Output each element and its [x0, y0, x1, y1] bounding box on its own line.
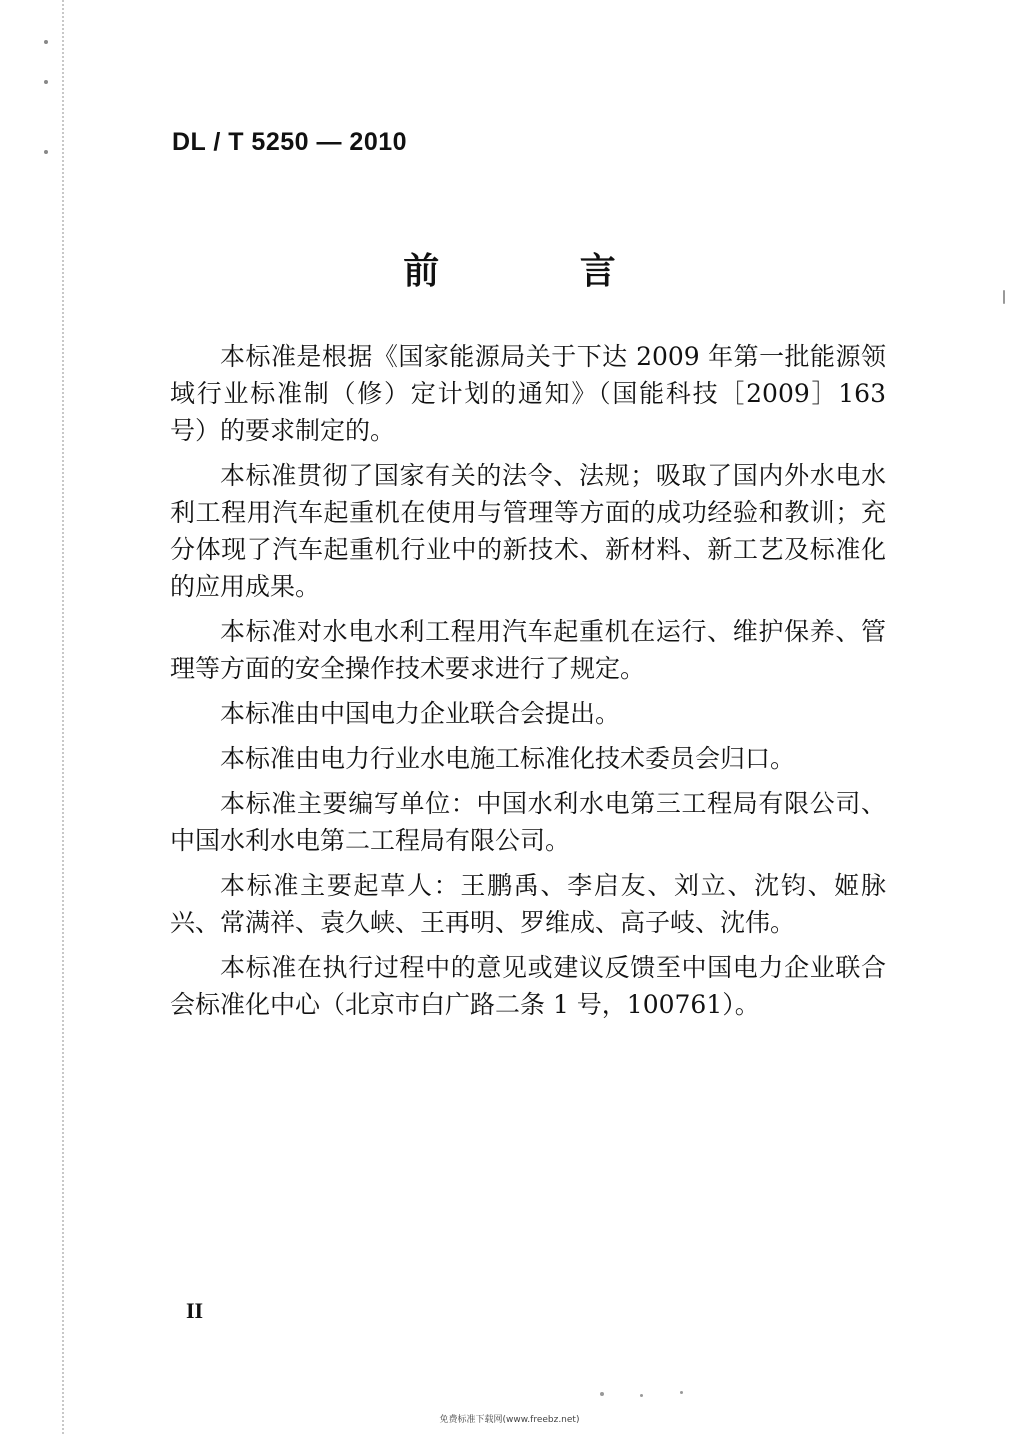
footer-watermark: 免费标准下载网(www.freebz.net): [439, 1415, 580, 1425]
scan-speck: [680, 1391, 683, 1394]
paragraph: 本标准由电力行业水电施工标准化技术委员会归口。: [220, 744, 796, 773]
scan-speck: [640, 1394, 643, 1397]
binding-edge: [62, 0, 64, 1434]
page-number: II: [186, 1298, 204, 1323]
paragraph: 本标准主要起草人：王鹏禹、李启友、刘立、沈钧、姬脉兴、常满祥、袁久峡、王再明、罗维成、高子岐、沈伟。: [170, 871, 886, 937]
paragraph: 本标准由中国电力企业联合会提出。: [220, 699, 621, 728]
scan-speck: [44, 150, 48, 154]
paragraph: 本标准在执行过程中的意见或建议反馈至中国电力企业联合会标准化中心（北京市白广路二条 1 号，100761）。: [170, 953, 886, 1019]
paragraph: 本标准对水电水利工程用汽车起重机在运行、维护保养、管理等方面的安全操作技术要求进行了规定。: [170, 617, 886, 683]
preface-body: [170, 338, 886, 1031]
scan-speck: [1003, 290, 1005, 304]
standard-code: DL / T 5250 — 2010: [172, 128, 408, 156]
scan-speck: [600, 1392, 604, 1396]
paragraph: 本标准主要编写单位：中国水利水电第三工程局有限公司、中国水利水电第二工程局有限公司。: [170, 789, 886, 855]
paragraph: 本标准贯彻了国家有关的法令、法规；吸取了国内外水电水利工程用汽车起重机在使用与管理等方面的成功经验和教训；充分体现了汽车起重机行业中的新技术、新材料、新工艺及标准化的应用成果。: [170, 461, 886, 601]
scan-speck: [44, 40, 48, 44]
scan-speck: [44, 80, 48, 84]
paragraph: 本标准是根据《国家能源局关于下达 2009 年第一批能源领域行业标准制（修）定计划的通知》（国能科技［2009］163 号）的要求制定的。: [170, 342, 886, 445]
page-title: 前 言: [403, 251, 680, 292]
